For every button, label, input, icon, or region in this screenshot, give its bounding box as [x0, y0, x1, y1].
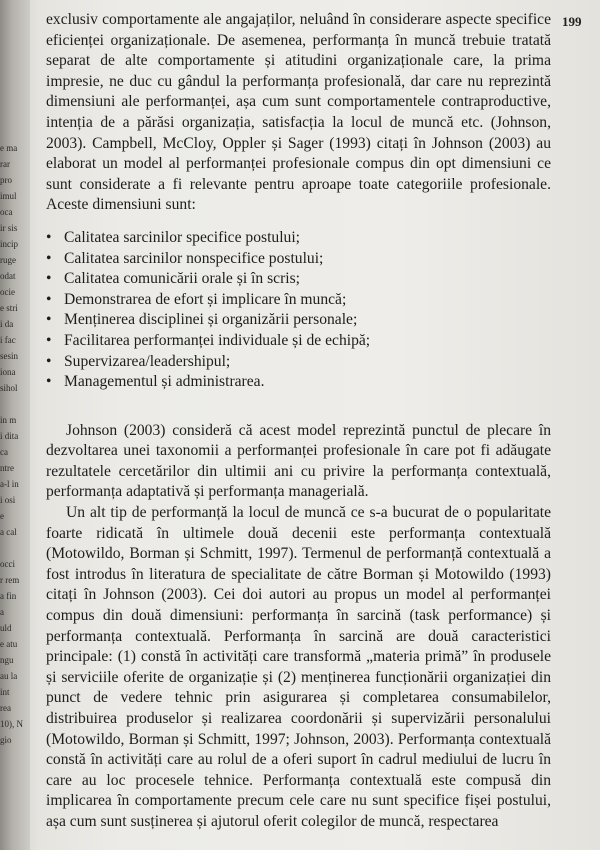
- facing-page-fragment: in m: [0, 415, 17, 425]
- facing-page-fragment: ir sis: [0, 223, 18, 233]
- facing-page-fragment: pro: [0, 175, 12, 185]
- facing-page-fragment: i da: [0, 319, 14, 329]
- facing-page-fragment: odat: [0, 271, 16, 281]
- facing-page-fragment: ngu: [0, 655, 14, 665]
- facing-page-fragment: r rem: [0, 575, 20, 585]
- facing-page-fragment: a fin: [0, 591, 17, 601]
- facing-page-fragment: ca: [0, 447, 8, 457]
- facing-page-fragment: oca: [0, 207, 13, 217]
- facing-page-fragment: e: [0, 511, 4, 521]
- facing-page-fragment: i dita: [0, 431, 19, 441]
- facing-page-fragment: i fac: [0, 335, 16, 345]
- facing-page-fragment: rea: [0, 703, 11, 713]
- facing-page-fragment: int: [0, 687, 10, 697]
- list-item: • Calitatea comunicării orale și în scris;: [46, 269, 551, 290]
- list-item: • Demonstrarea de efort și implicare în muncă;: [46, 290, 551, 311]
- list-item: • Menținerea disciplinei și organizării personale;: [46, 310, 551, 331]
- facing-page-fragment: au la: [0, 671, 18, 681]
- facing-page-fragment: [0, 540, 30, 556]
- list-item: • Supervizarea/leadershipul;: [46, 352, 551, 373]
- facing-page-fragment: imul: [0, 191, 17, 201]
- page-number: 199: [562, 14, 582, 29]
- facing-page-fragment: incip: [0, 239, 18, 249]
- dimension-list: [46, 228, 551, 393]
- paragraph: Un alt tip de performanță la locul de muncă ce s-a bucurat de o popularitate foarte ridicată în ultimele două decenii este performanța contextuală (Motowildo, Borman și Schmitt, 1997). Termenul de performanță contextuală a fost introdus în literatura de specialitate de către Borman și Motowildo (1993) citați în Johnson (2003). Cei doi autori au propus un model al performanței compus din două dimensiuni: performanța în sarcină (task performance) și performanța contextuală. Performanța în sarcină are două caracteristici principale: (1) constă în activități care transformă „materia primă” în produsele și serviciile oferite de organizație și (2) menținerea funcționării organizației din punct de vedere tehnic prin asigurarea și completarea consumabilelor, distribuirea produselor și realizarea coordonării și supervizării personalului (Motowildo, Borman și Schmitt, 1997; Johnson, 2003). Performanța contextuală constă în activități care au rolul de a oferi suport în cadrul mediului de lucru în care au loc procesele tehnice. Performanța contextuală este compusă din implicarea în comportamente precum cele care nu sunt specifice fișei postului, așa cum sunt susținerea și ajutorul oferit colegilor de muncă, respectarea: [46, 504, 551, 830]
- facing-page-fragment: rar: [0, 159, 10, 169]
- list-item: • Managementul și administrarea.: [46, 372, 551, 393]
- paragraph: Johnson (2003) consideră că acest model reprezintă punctul de plecare în dezvoltarea unei taxonomii a performanței profesionale în care pot fi adăugate rezultatele cercetărilor din ultimii ani cu privire la performanța contextuală, performanța adaptativă și performanța managerială.: [46, 421, 551, 501]
- facing-page-fragment: a: [0, 607, 4, 617]
- facing-page-fragment: ntre: [0, 463, 14, 473]
- facing-page-fragment: e ma: [0, 143, 18, 153]
- list-item: • Calitatea sarcinilor nonspecifice postului;: [46, 249, 551, 270]
- list-item: • Calitatea sarcinilor specifice postului;: [46, 228, 551, 249]
- facing-page-fragment: i osi: [0, 495, 16, 505]
- paragraph: exclusiv comportamente ale angajaților, neluând în considerare aspecte specifice eficienței organizaționale. De asemenea, performanța în muncă trebuie tratată separat de alte comportamente și atitudini organizaționale care, la prima impresie, ne duc cu gândul la performanța profesională, dar care nu reprezintă dimensiuni ale performanței, așa cum sunt comportamentele contraproductive, intenția de a părăsi organizația, satisfacția la locul de muncă etc. (Johnson, 2003). Campbell, McCloy, Oppler și Sager (1993) citați în Johnson (2003) au elaborat un model al performanței profesionale compus din opt dimensiuni ce sunt considerate a fi relevante pentru aproape toate categoriile profesionale. Aceste dimensiuni sunt:: [46, 11, 551, 214]
- facing-page-fragment: a-l in: [0, 479, 19, 489]
- facing-page-fragment: a cal: [0, 527, 17, 537]
- paragraph-gap: [46, 405, 551, 421]
- facing-page-fragment: sesin: [0, 351, 18, 361]
- facing-page-fragment: e atu: [0, 639, 18, 649]
- body-text: [46, 10, 551, 833]
- facing-page-fragment: ocie: [0, 287, 15, 297]
- facing-page-fragment: sihol: [0, 383, 18, 393]
- facing-page-fragment: uld: [0, 623, 12, 633]
- facing-page-fragment: 10), N: [0, 719, 23, 729]
- facing-page-fragment: e stri: [0, 303, 18, 313]
- facing-page-fragment: [0, 396, 30, 412]
- facing-page-fragment: ruge: [0, 255, 16, 265]
- facing-page-fragment: gio: [0, 735, 12, 745]
- facing-page-fragment: iona: [0, 367, 16, 377]
- facing-page-fragments: [0, 140, 30, 748]
- list-item: • Facilitarea performanței individuale și de echipă;: [46, 331, 551, 352]
- facing-page-fragment: occi: [0, 559, 15, 569]
